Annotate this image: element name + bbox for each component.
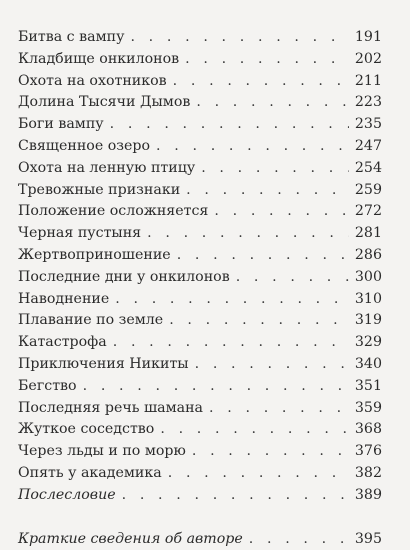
toc-entry-page: 319: [354, 312, 382, 329]
toc-entry-page: 254: [354, 159, 382, 176]
toc-entry-page: 382: [354, 464, 382, 481]
toc-entry-title: Кладбище онкилонов: [18, 50, 180, 67]
toc-entry-page: 281: [354, 225, 382, 242]
toc-entry-title: Тревожные признаки: [18, 181, 181, 198]
dot-leader: [195, 354, 349, 376]
toc-entry: [18, 354, 382, 376]
toc-entry: [18, 158, 382, 180]
toc-entry: [18, 136, 382, 158]
toc-entry-page: 202: [354, 50, 382, 67]
dot-leader: [160, 419, 349, 441]
toc-entry: [18, 332, 382, 354]
dot-leader: [156, 136, 349, 158]
toc-entry-title: Плавание по земле: [18, 312, 164, 329]
toc-entry-title: Долина Тысячи Дымов: [18, 94, 191, 111]
toc-entry-title: Битва с вампу: [18, 29, 125, 45]
dot-leader: [147, 223, 349, 245]
toc-entry-title: Опять у академика: [18, 464, 162, 481]
toc-entry-page: 235: [354, 116, 382, 133]
toc-entry-title: Последние дни у онкилонов: [18, 268, 230, 285]
toc-entry-page: 223: [354, 94, 382, 111]
dot-leader: [130, 27, 348, 49]
toc-entry-title: Приключения Никиты: [18, 355, 189, 372]
toc-entry: [18, 376, 382, 398]
dot-leader: [249, 529, 349, 550]
toc-entry-title: Через льды и по морю: [18, 443, 186, 460]
toc-entry-title: Последняя речь шамана: [18, 399, 204, 416]
toc-entry-title: Жертвоприношение: [18, 246, 171, 263]
toc-entry-page: 359: [354, 399, 382, 416]
toc-entry-title: Катастрофа: [18, 334, 107, 351]
toc-entry-title: Послесловие: [18, 486, 116, 503]
dot-leader: [192, 441, 349, 463]
toc-entry: [18, 92, 382, 114]
toc-entry: [18, 463, 382, 485]
dot-leader: [122, 485, 349, 507]
toc-entry-page: 286: [354, 246, 382, 263]
toc-entry-title: Краткие сведения об авторе: [18, 530, 243, 547]
toc-entry-page: 259: [354, 181, 382, 198]
toc-entry: [18, 201, 382, 223]
toc-entry-page: 211: [354, 72, 382, 89]
toc-entry-afterword: [18, 485, 382, 507]
toc-entry-title: Боги вампу: [18, 116, 104, 133]
toc-entry-page: 310: [354, 290, 382, 307]
dot-leader: [209, 398, 349, 420]
toc-entry-title: Черная пустыня: [18, 225, 142, 242]
toc-entry-page: 351: [354, 377, 382, 394]
toc-entry-page: 247: [354, 137, 382, 154]
dot-leader: [186, 180, 349, 202]
toc-entry: [18, 419, 382, 441]
toc-entry-title: Наводнение: [18, 290, 110, 307]
toc-entry-page: 340: [354, 355, 382, 372]
toc-entry: [18, 267, 382, 289]
toc-entry: [18, 180, 382, 202]
toc-entry-page: 272: [354, 203, 382, 220]
dot-leader: [173, 71, 349, 93]
toc-entry: [18, 310, 382, 332]
toc-entry: [18, 71, 382, 93]
toc-entry-title: Жуткое соседство: [18, 421, 155, 438]
dot-leader: [115, 289, 349, 311]
dot-leader: [185, 49, 349, 71]
toc-entry: [18, 223, 382, 245]
toc-entry-page: 368: [354, 421, 382, 438]
toc-entry: [18, 49, 382, 71]
toc-entry-page: 191: [354, 29, 382, 45]
toc-entry-page: 329: [354, 334, 382, 351]
toc-entry: [18, 114, 382, 136]
toc-entry: [18, 398, 382, 420]
toc-entry: [18, 441, 382, 463]
dot-leader: [236, 267, 349, 289]
toc-entry-page: 300: [354, 268, 382, 285]
dot-leader: [214, 201, 349, 223]
dot-leader: [83, 376, 349, 398]
toc-entry-title: Положение осложняется: [18, 203, 209, 220]
toc-entry: [18, 27, 382, 49]
dot-leader: [169, 310, 349, 332]
dot-leader: [201, 158, 349, 180]
dot-leader: [113, 332, 349, 354]
dot-leader: [196, 92, 349, 114]
table-of-contents: [18, 27, 382, 550]
toc-entry-page: 376: [354, 443, 382, 460]
toc-entry-title: Бегство: [18, 377, 77, 394]
toc-entry-author-info: [18, 529, 382, 550]
toc-entry-title: Священное озеро: [18, 137, 151, 154]
dot-leader: [168, 463, 349, 485]
toc-entry-page: 389: [354, 486, 382, 503]
section-gap: [18, 507, 382, 529]
toc-entry-page: 395: [354, 530, 382, 547]
toc-entry-title: Охота на охотников: [18, 72, 167, 89]
toc-entry: [18, 245, 382, 267]
dot-leader: [110, 114, 349, 136]
toc-entry: [18, 289, 382, 311]
dot-leader: [177, 245, 349, 267]
toc-entry-title: Охота на ленную птицу: [18, 159, 196, 176]
